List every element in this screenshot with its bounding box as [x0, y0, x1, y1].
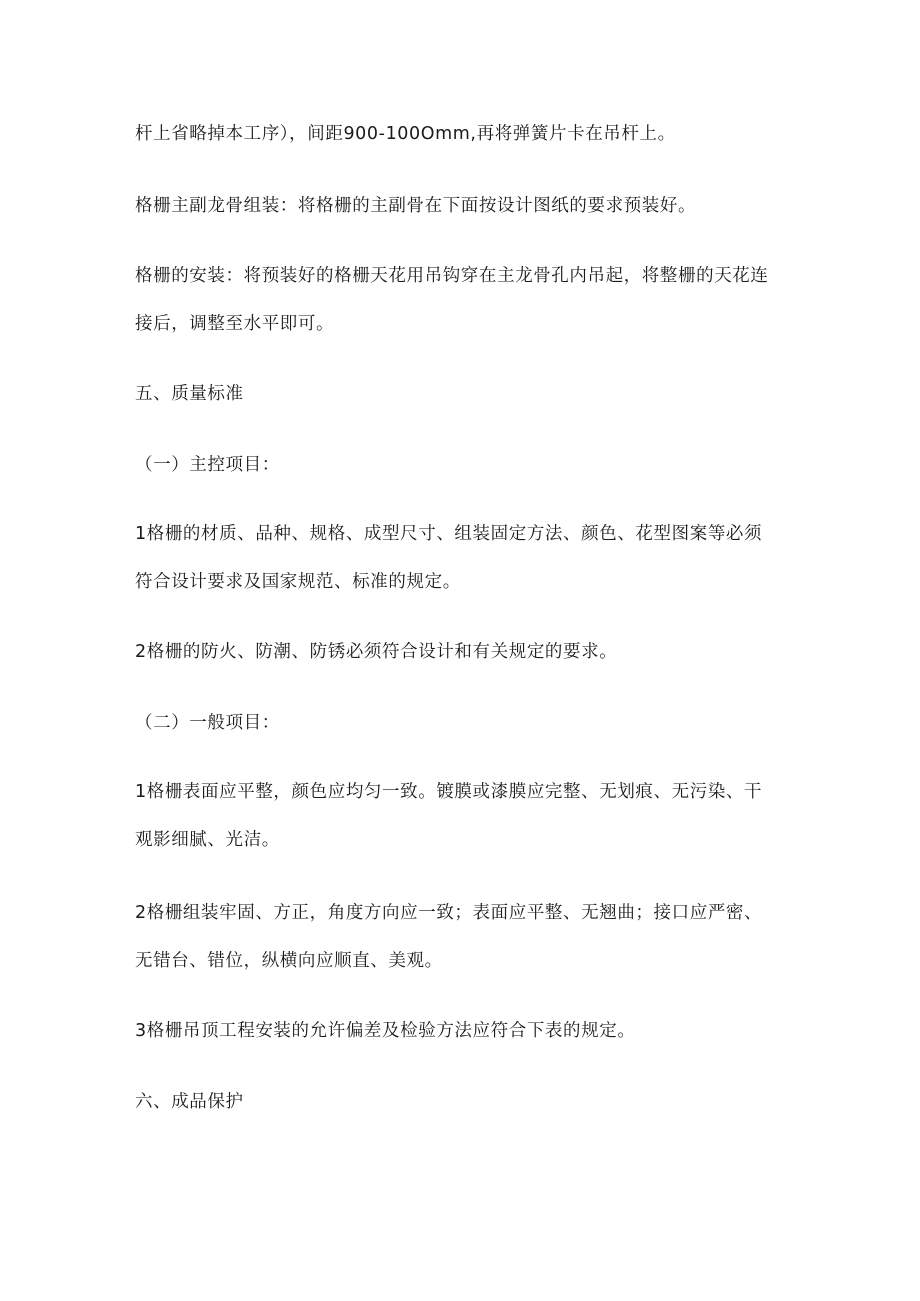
subsection-heading-main-control — [135, 441, 795, 489]
text-line: 观影细腻、光洁。 — [135, 830, 280, 850]
text-line: 格栅主副龙骨组装：将格栅的主副骨在下面按设计图纸的要求预装好。 — [135, 196, 697, 216]
text-line: 3格栅吊顶工程安装的允许偏差及检验方法应符合下表的规定。 — [135, 1021, 636, 1041]
text-line: 无错台、错位，纵横向应顺直、美观。 — [135, 951, 443, 971]
paragraph-general-item-3 — [135, 1007, 795, 1055]
text-line: 2格栅的防火、防潮、防锈必须符合设计和有关规定的要求。 — [135, 642, 618, 662]
text-line: 符合设计要求及国家规范、标准的规定。 — [135, 572, 461, 592]
text-line: （一）主控项目： — [135, 455, 280, 475]
paragraph-keel-assembly — [135, 182, 795, 230]
section-heading-product-protection — [135, 1078, 795, 1126]
paragraph-general-item-2 — [135, 889, 795, 985]
text-line: 杆上省略掉本工序），间距900-100Omm,再将弹簧片卡在吊杆上。 — [135, 124, 676, 144]
paragraph-general-item-1 — [135, 768, 795, 864]
section-heading-quality-standard — [135, 370, 795, 418]
subsection-heading-general-items — [135, 699, 795, 747]
paragraph-main-control-item-1 — [135, 510, 795, 606]
text-line: （二）一般项目： — [135, 713, 280, 733]
text-line: 五、质量标准 — [135, 384, 244, 404]
text-line: 1格栅的材质、品种、规格、成型尺寸、组装固定方法、颜色、花型图案等必须 — [135, 524, 763, 544]
text-line: 2格栅组装牢固、方正，角度方向应一致；表面应平整、无翘曲；接口应严密、 — [135, 903, 763, 923]
text-line: 六、成品保护 — [135, 1092, 244, 1112]
text-line: 格栅的安装：将预装好的格栅天花用吊钩穿在主龙骨孔内吊起，将整栅的天花连 — [135, 266, 769, 286]
paragraph-grille-installation — [135, 252, 795, 348]
paragraph-hanger-spring-clip — [135, 110, 795, 158]
text-line: 接后，调整至水平即可。 — [135, 314, 335, 334]
text-line: 1格栅表面应平整，颜色应均匀一致。镀膜或漆膜应完整、无划痕、无污染、干 — [135, 782, 763, 802]
paragraph-main-control-item-2 — [135, 628, 795, 676]
